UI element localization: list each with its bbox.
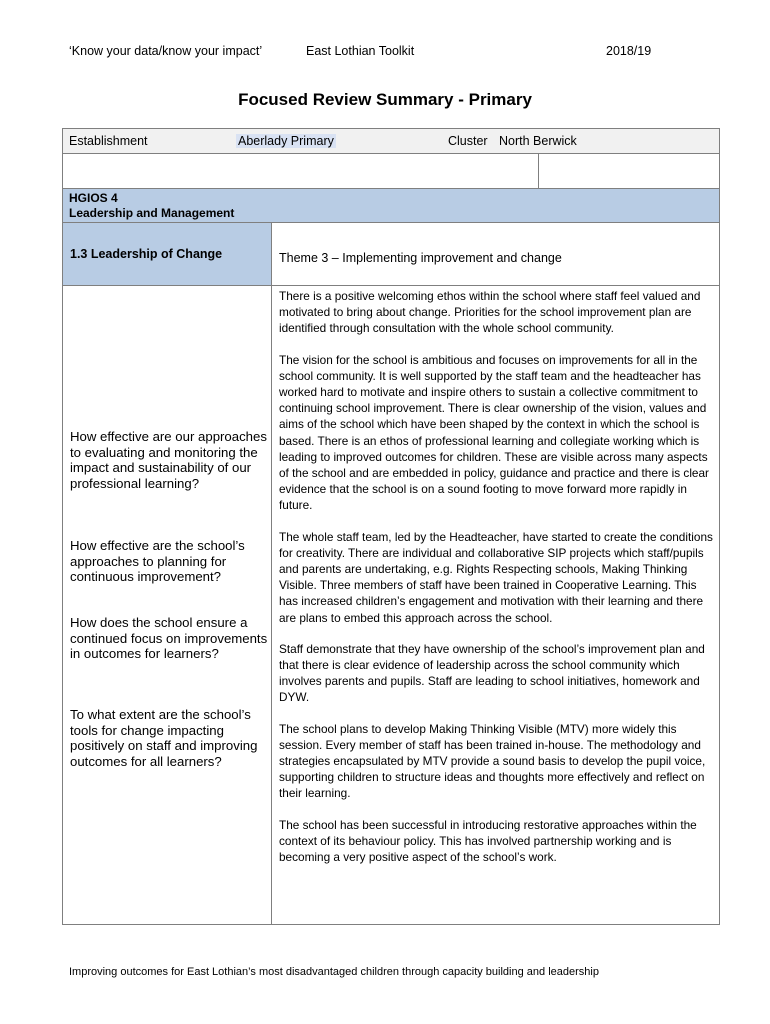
footer-text: Improving outcomes for East Lothian’s most disadvantaged children through capacity building and leadership [69,966,599,978]
question-4: To what extent are the school’s tools for change impacting positively on staff and improving outcomes for all learners? [70,707,258,769]
cluster-value: North Berwick [499,134,577,148]
review-content [62,285,720,925]
cell-divider [538,154,539,188]
header-left-text: ‘Know your data/know your impact’ [69,44,263,58]
establishment-row [62,128,720,154]
question-2: How effective are the school’s approaches to planning for continuous improvement? [70,538,245,585]
page-title: Focused Review Summary - Primary [238,90,532,109]
finding-paragraph: The school has been successful in introducing restorative approaches within the context of its behaviour policy. This has involved partnership working and is becoming a very positive aspect of the school’s work. [279,817,697,865]
finding-paragraph: There is a positive welcoming ethos within the school where staff feel valued and motivated to bring about change. Priorities for the school improvement plan are identified through consultation with the whole school community. [279,289,701,336]
qi-theme: Theme 3 – Implementing improvement and change [279,251,562,265]
blank-row [62,153,720,189]
hgios-title: HGIOS 4 [69,191,118,205]
header-right-text: 2018/19 [606,44,652,58]
hgios-header [62,188,720,223]
finding-paragraph: The school plans to develop Making Thinking Visible (MTV) more widely this session. Every member of staff has been trained in-house. The methodology and strategies encapsulated by MTV provide a sound basis to develop the pupil voice, supporting children to structure ideas and thoughts more effectively and reflect on their learning. [279,721,706,801]
header-center-text: East Lothian Toolkit [306,44,415,58]
finding-paragraph: The whole staff team, led by the Headteacher, have started to create the conditions for creativity. There are individual and collaborative SIP projects which staff/pupils and parents are undertaking, e.g. Rights Respecting schools, Making Thinking Visible. Three members of staff have been trained in Cooperative Learning. This has increased children’s engagement and motivation with their learning and there are plans to embed this approach across the school. [279,529,713,625]
qi-label: 1.3 Leadership of Change [70,247,223,261]
question-1: How effective are our approaches to evaluating and monitoring the impact and sustainability of our professional learning? [70,429,267,491]
finding-paragraph: Staff demonstrate that they have ownership of the school’s improvement plan and that there is clear evidence of leadership across the school community which involves parents and pupils. Staff are leading to school initiatives, homework and DYW. [279,641,705,705]
establishment-value[interactable]: Aberlady Primary [238,134,334,148]
hgios-subtitle: Leadership and Management [69,206,235,220]
establishment-label: Establishment [69,134,148,148]
qi-row [62,222,720,286]
findings-text [279,288,715,880]
cluster-label: Cluster [448,134,488,148]
column-divider [271,286,272,924]
qi-label-cell [63,223,272,285]
question-3: How does the school ensure a continued focus on improvements in outcomes for learners? [70,615,268,662]
finding-paragraph: The vision for the school is ambitious and focuses on improvements for all in the school community. It is well supported by the staff team and the headteacher has worked hard to motivate and inspire others to sustain a collective commitment to continuing school improvement. There is clear ownership of the vision, values and aims of the school which have been shaped by the context in which the school is based. There is an ethos of professional learning and collegiate working which is leading to improved outcomes for children. These are visible across many aspects of the school and are embedded in policy, guidance and practice and there is clear evidence that the school is on a sound footing to move forward more rapidly in future. [279,352,709,513]
